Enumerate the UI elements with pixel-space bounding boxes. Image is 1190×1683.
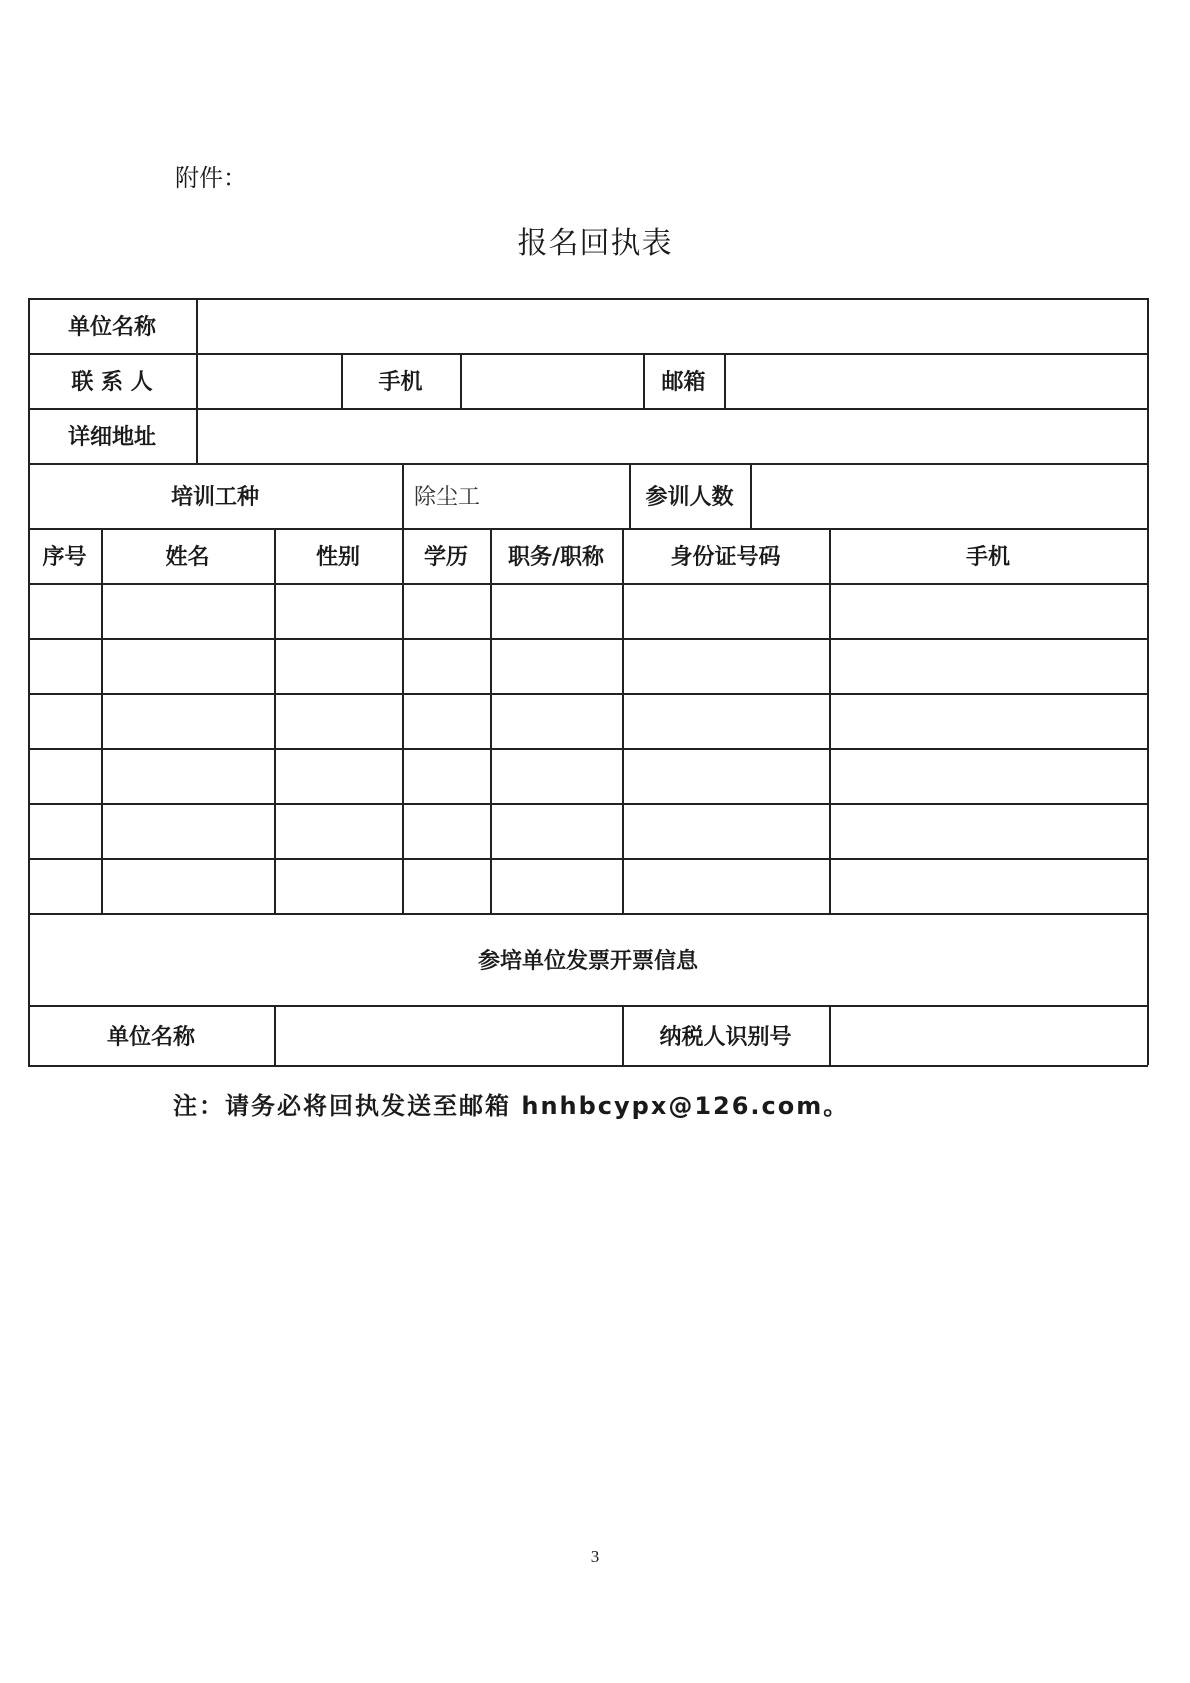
address-field[interactable] [197, 409, 1147, 463]
phone-field[interactable] [461, 354, 643, 408]
col-header-gender: 性别 [315, 545, 360, 570]
col-header-position: 职务/职称 [507, 545, 605, 570]
page-title: 报名回执表 [517, 226, 673, 261]
col-header-name: 姓名 [165, 545, 210, 570]
address-label: 详细地址 [67, 425, 156, 450]
table-row[interactable] [29, 639, 1147, 693]
unit-name-field[interactable] [197, 299, 1147, 353]
participants-count-field[interactable] [751, 464, 1147, 528]
col-header-education: 学历 [423, 545, 468, 570]
email-label: 邮箱 [661, 370, 706, 395]
table-row[interactable] [29, 859, 1147, 913]
contact-field[interactable] [197, 354, 341, 408]
table-row[interactable] [29, 804, 1147, 858]
unit-name-label: 单位名称 [67, 315, 156, 340]
training-type-label: 培训工种 [170, 485, 259, 510]
contact-label: 联 系 人 [71, 370, 153, 395]
col-header-phone: 手机 [965, 545, 1010, 570]
email-field[interactable] [725, 354, 1147, 408]
invoice-unit-name-label: 单位名称 [106, 1024, 195, 1050]
attachment-label: 附件： [175, 164, 247, 192]
footer-note: 注：请务必将回执发送至邮箱 hnhbcypx@126.com。 [173, 1092, 850, 1120]
page-number: 3 [590, 1547, 600, 1566]
tax-id-field[interactable] [830, 1006, 1147, 1065]
table-row[interactable] [29, 584, 1147, 638]
table-row[interactable] [29, 749, 1147, 803]
invoice-section-title: 参培单位发票开票信息 [477, 948, 698, 974]
invoice-unit-name-field[interactable] [275, 1006, 622, 1065]
participants-count-label: 参训人数 [645, 485, 734, 510]
training-type-value[interactable]: 除尘工 [414, 485, 481, 510]
table-row[interactable] [29, 694, 1147, 748]
phone-label: 手机 [378, 370, 423, 395]
col-header-index: 序号 [42, 545, 87, 570]
col-header-id-number: 身份证号码 [670, 545, 781, 570]
tax-id-label: 纳税人识别号 [659, 1024, 792, 1050]
